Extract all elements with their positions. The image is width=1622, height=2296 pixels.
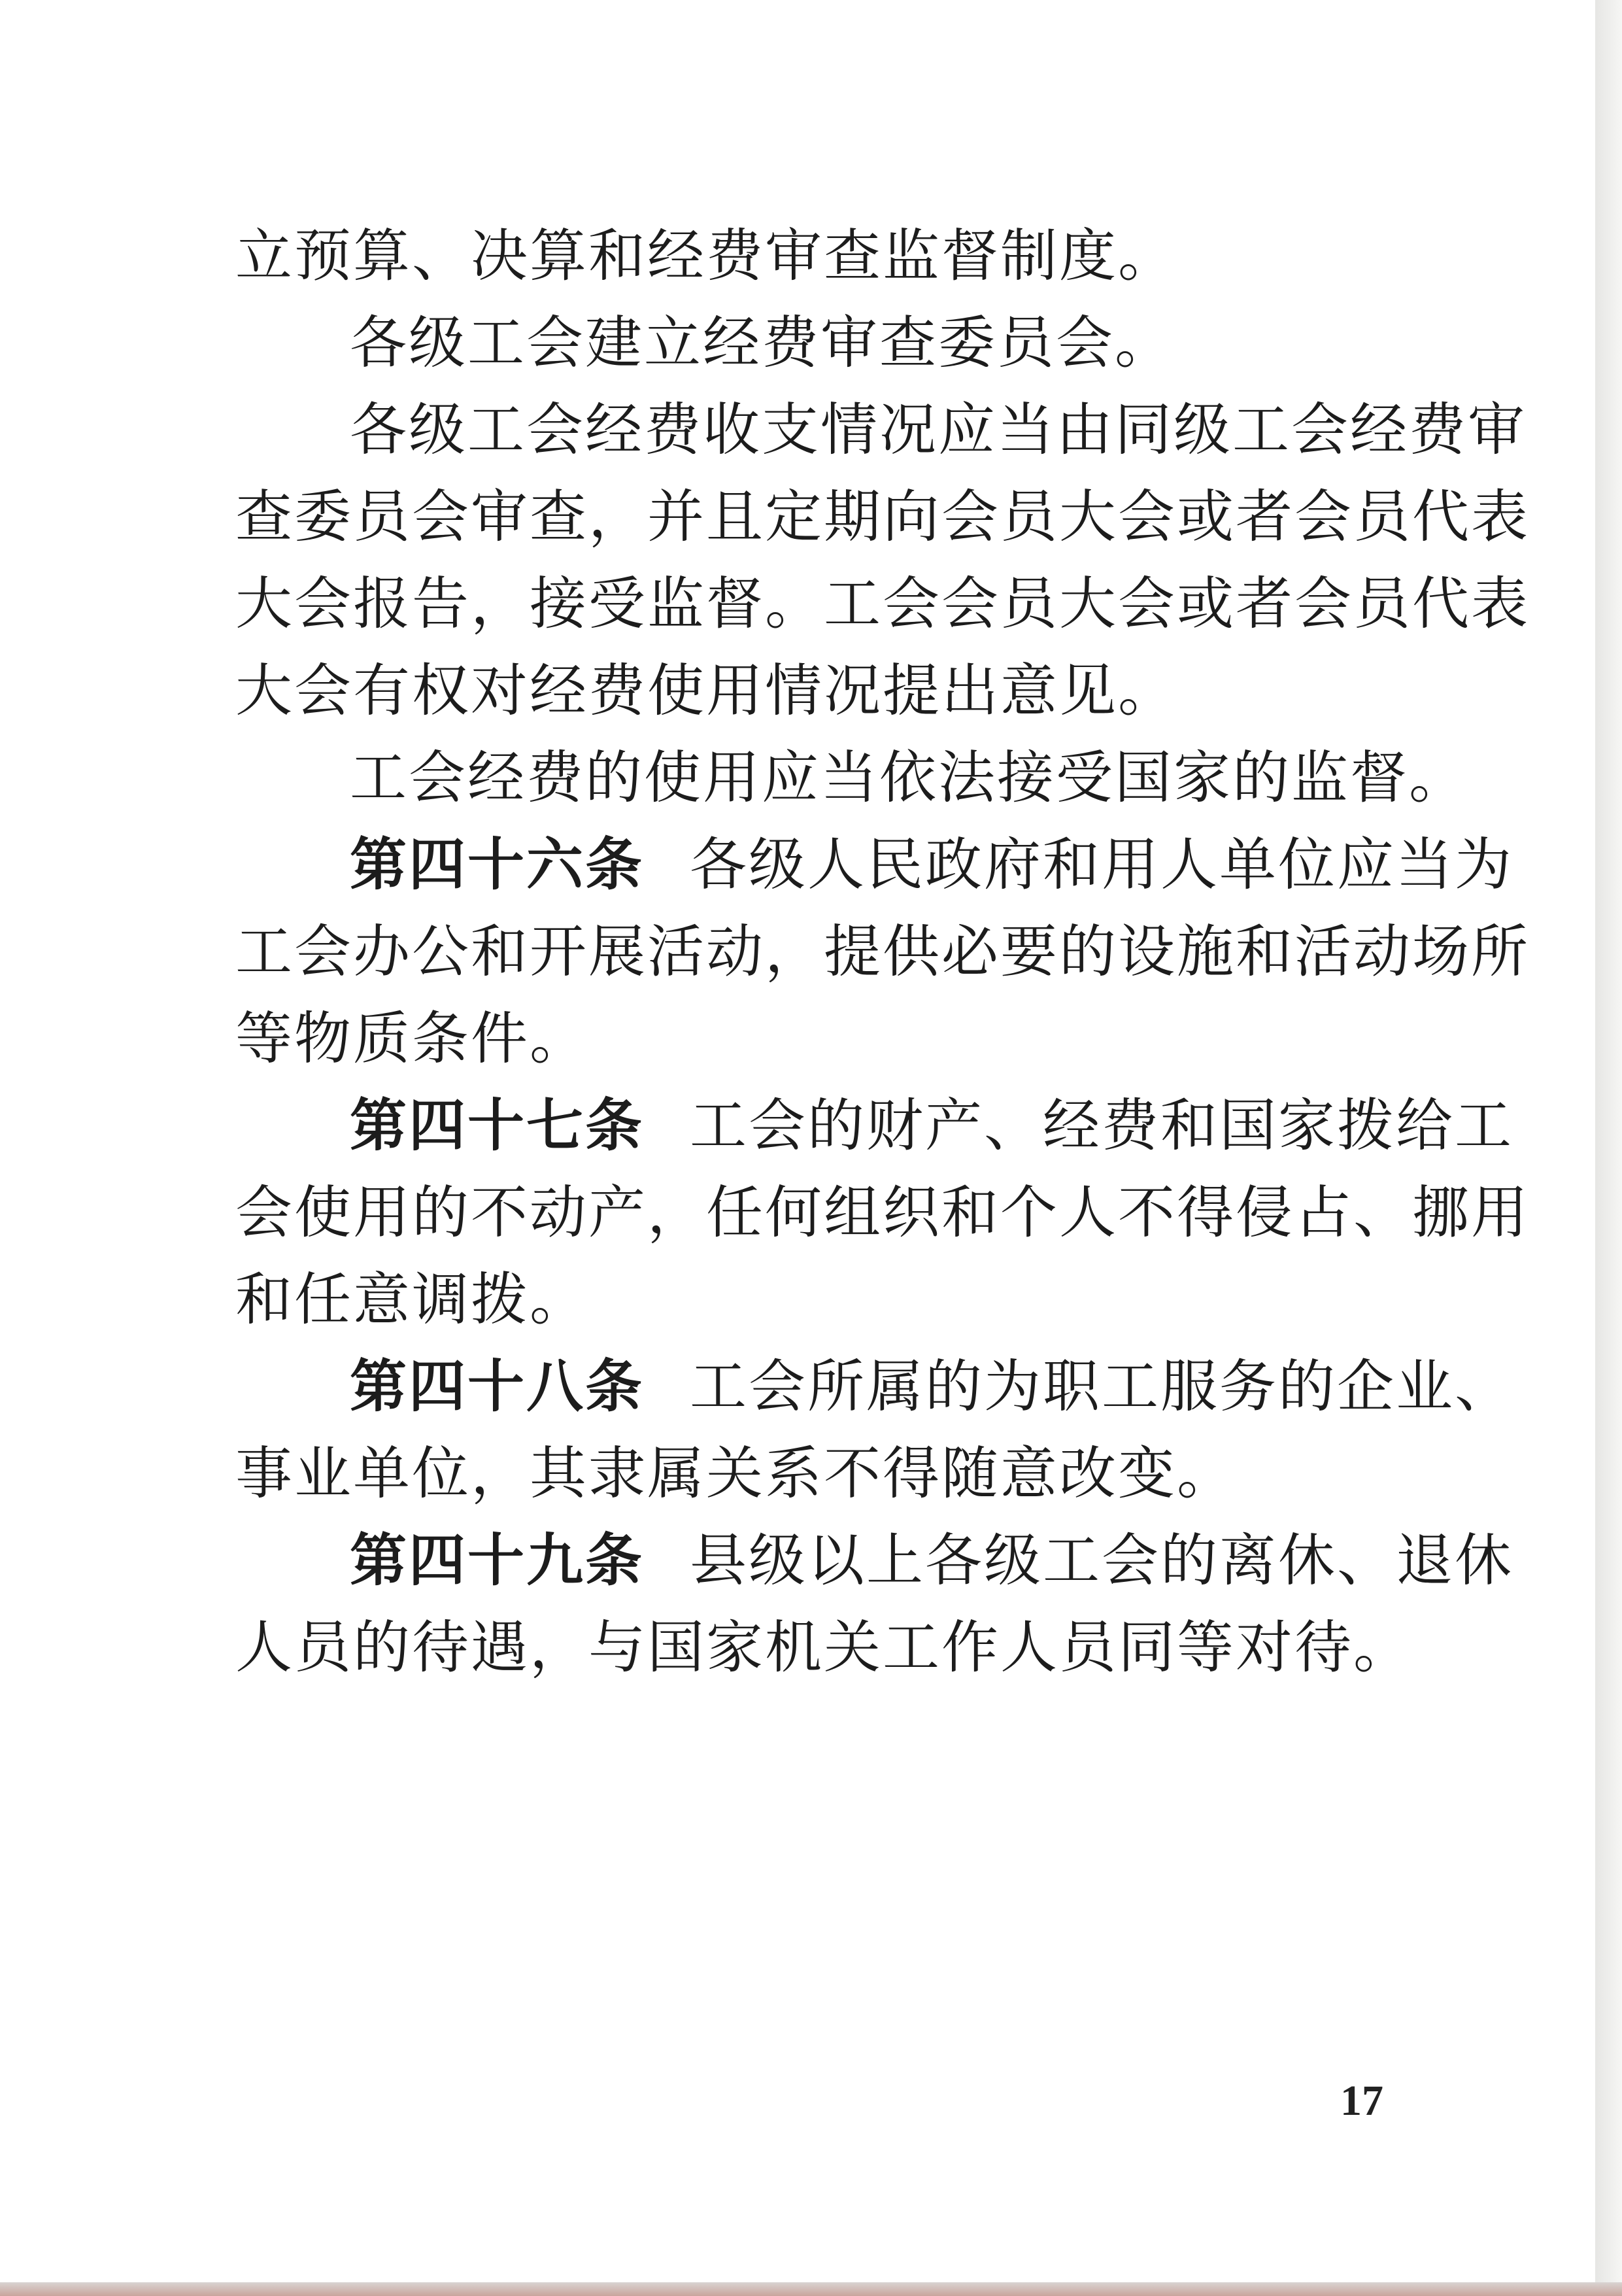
article-49-line-1 [235,1517,1513,1604]
article-47-line-3: 和任意调拨。 [235,1266,588,1333]
paragraph-2-line-1: 各级工会建立经费审查委员会。 [350,309,1174,376]
article-48-text: 工会所属的为职工服务的企业、 [690,1353,1513,1420]
article-46-number: 第四十六条 [350,831,644,898]
page-edge-right [1595,0,1622,2296]
page-edge-bottom [0,2282,1622,2296]
article-47-line-1 [235,1082,1513,1169]
article-47-line-2: 会使用的不动产，任何组织和个人不得侵占、挪用 [235,1179,1530,1246]
paragraph-3-line-1: 各级工会经费收支情况应当由同级工会经费审 [350,396,1527,463]
article-49-line-2: 人员的待遇，与国家机关工作人员同等对待。 [235,1614,1412,1681]
article-46-line-3: 等物质条件。 [235,1005,588,1072]
paragraph-3-line-3: 大会报告，接受监督。工会会员大会或者会员代表 [235,570,1530,637]
page-number: 17 [1340,2077,1383,2125]
body-text [235,213,1530,1691]
article-46-text: 各级人民政府和用人单位应当为 [690,831,1513,898]
article-46-line-1 [235,821,1513,908]
article-47-number: 第四十七条 [350,1092,644,1159]
article-47-text: 工会的财产、经费和国家拨给工 [690,1092,1513,1159]
paragraph-3-line-2: 查委员会审查，并且定期向会员大会或者会员代表 [235,483,1530,550]
article-48-line-1 [235,1343,1513,1430]
article-49-text: 县级以上各级工会的离休、退休 [690,1527,1513,1594]
paragraph-1-line-1: 立预算、决算和经费审查监督制度。 [235,222,1177,289]
paragraph-4-line-1: 工会经费的使用应当依法接受国家的监督。 [350,744,1468,811]
article-48-number: 第四十八条 [350,1353,644,1420]
article-49-number: 第四十九条 [350,1527,644,1594]
article-46-line-2: 工会办公和开展活动，提供必要的设施和活动场所 [235,918,1530,985]
paragraph-3-line-4: 大会有权对经费使用情况提出意见。 [235,657,1177,724]
article-48-line-2: 事业单位，其隶属关系不得随意改变。 [235,1440,1236,1507]
